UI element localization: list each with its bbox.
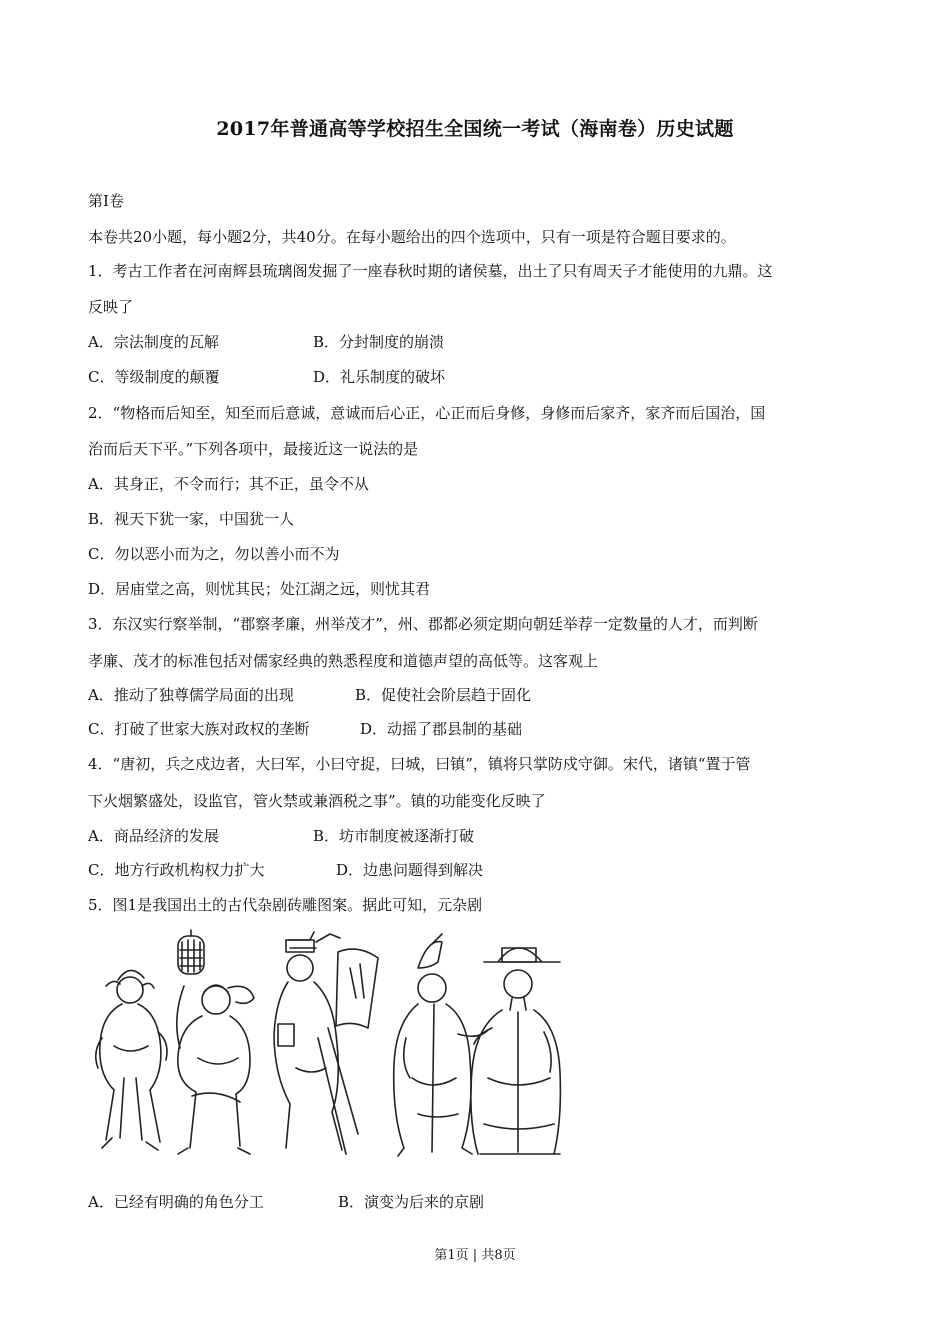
question-5-stem: 5．图1是我国出土的古代杂剧砖雕图案。据此可知，元杂剧 [88,896,483,914]
question-1-options-row-2 [88,367,446,387]
question-4-stem-line-2: 下火烟繁盛处，设监官，管火禁或兼酒税之事”。镇的功能变化反映了 [88,792,546,810]
question-1-options-row-1 [88,332,445,352]
figure-performer-5 [471,948,561,1154]
question-1-option-b[interactable]: B．分封制度的崩溃 [313,333,445,351]
figure-performer-2 [177,930,254,1154]
question-2-option-c[interactable]: C．勿以恶小而为之，勿以善小而不为 [88,545,340,563]
figure-performer-3 [274,932,378,1154]
question-3-options-row-1 [88,685,532,705]
question-1-option-c[interactable]: C．等级制度的颠覆 [88,368,220,386]
question-4-stem-line-1: 4．“唐初，兵之戍边者，大曰军，小曰守捉，曰城，曰镇”，镇将只掌防戍守御。宋代，诸镇“置于管 [88,755,751,773]
question-4-option-c[interactable]: C．地方行政机构权力扩大 [88,861,265,879]
question-3-option-d[interactable]: D．动摇了郡县制的基础 [360,720,523,738]
question-5-options-row-1 [88,1192,485,1212]
zaju-brick-carving-figure [88,928,568,1160]
question-2-option-d[interactable]: D．居庙堂之高，则忧其民；处江湖之远，则忧其君 [88,580,431,598]
question-4-option-d[interactable]: D．边患问题得到解决 [336,861,484,879]
question-1-stem-line-1: 1．考古工作者在河南辉县琉璃阁发掘了一座春秋时期的诸侯墓，出土了只有周天子才能使用的九鼎。这 [88,262,773,280]
question-2-option-b[interactable]: B．视天下犹一家，中国犹一人 [88,510,295,528]
instructions: 本卷共20小题，每小题2分，共40分。在每小题给出的四个选项中，只有一项是符合题目要求的。 [88,228,736,246]
question-3-option-b[interactable]: B．促使社会阶层趋于固化 [355,686,532,704]
question-3-stem-line-1: 3．东汉实行察举制，“郡察孝廉，州举茂才”，州、郡都必须定期向朝廷举荐一定数量的人才，而判断 [88,615,758,633]
question-1-option-a[interactable]: A．宗法制度的瓦解 [88,333,219,351]
question-4-option-a[interactable]: A．商品经济的发展 [88,827,219,845]
question-5-option-a[interactable]: A．已经有明确的角色分工 [88,1193,264,1211]
question-2-option-a[interactable]: A．其身正，不令而行；其不正，虽令不从 [88,475,369,493]
document-title: 2017年普通高等学校招生全国统一考试（海南卷）历史试题 [216,118,734,140]
figure-performer-1 [96,970,167,1150]
page-footer: 第1页 | 共8页 [434,1248,516,1263]
question-1-option-d[interactable]: D．礼乐制度的破坏 [313,368,446,386]
question-2-stem-line-2: 治而后天下平。”下列各项中，最接近这一说法的是 [88,440,419,458]
question-4-option-b[interactable]: B．坊市制度被逐渐打破 [313,827,475,845]
figure-performer-4 [394,934,488,1156]
question-5-option-b[interactable]: B．演变为后来的京剧 [338,1193,485,1211]
question-1-stem-line-2: 反映了 [88,298,134,316]
question-3-option-c[interactable]: C．打破了世家大族对政权的垄断 [88,720,310,738]
question-2-stem-line-1: 2．“物格而后知至，知至而后意诚，意诚而后心正，心正而后身修，身修而后家齐，家齐而后国治，国 [88,404,766,422]
question-4-options-row-2 [88,860,484,880]
question-3-options-row-2 [88,719,523,739]
section-heading: 第Ⅰ卷 [88,192,124,210]
question-3-stem-line-2: 孝廉、茂才的标准包括对儒家经典的熟悉程度和道德声望的高低等。这客观上 [88,652,599,670]
question-4-options-row-1 [88,826,475,846]
question-3-option-a[interactable]: A．推动了独尊儒学局面的出现 [88,686,294,704]
